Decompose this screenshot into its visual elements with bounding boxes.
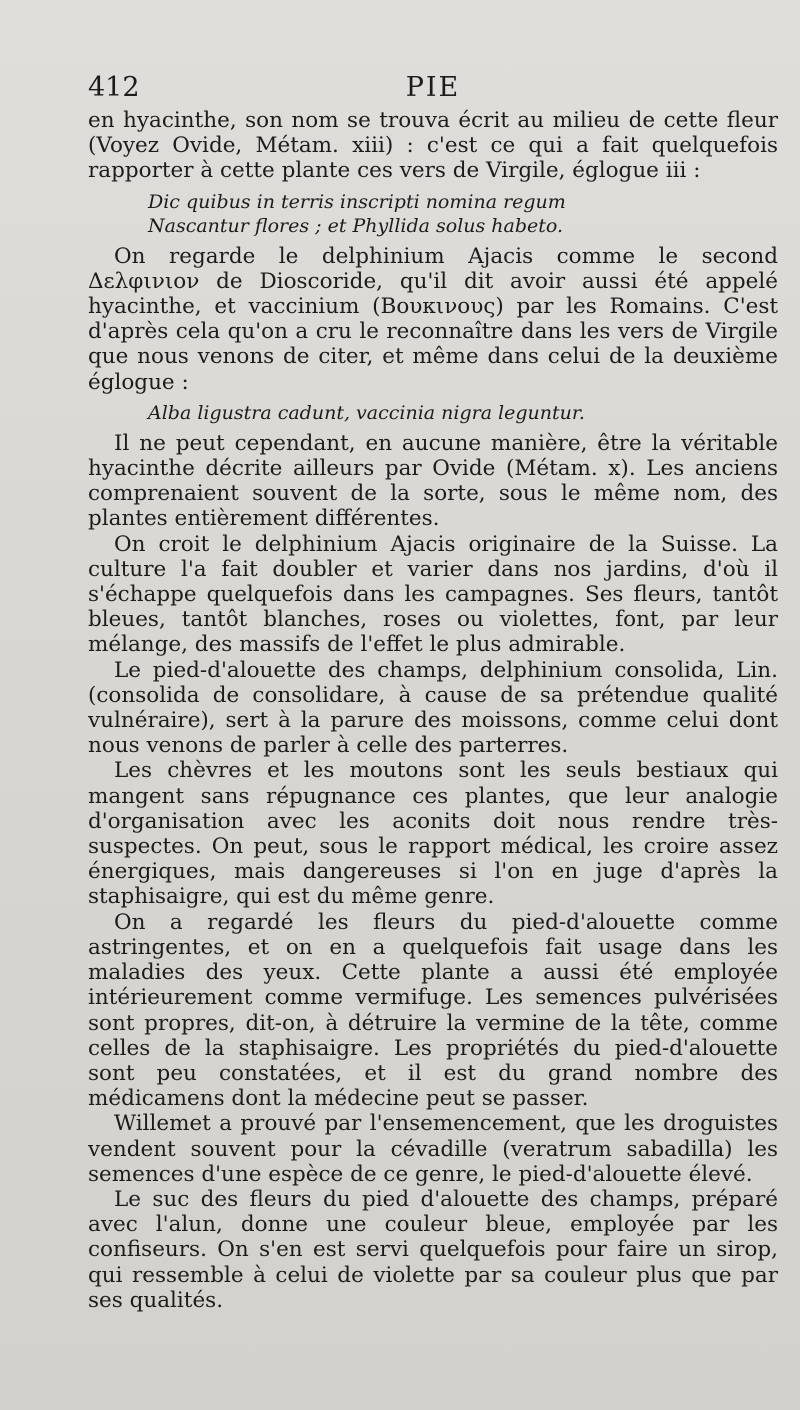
paragraph: On a regardé les fleurs du pied-d'alouette comme astringentes, et on en a quelquefois fait usage dans les maladies des yeux. Cette plante a aussi été employée intérieurement comme vermifuge. Les semences pulvérisées sont propres, dit-on, à détruire la vermine de la tête, comme celles de la staphisaigre. Les propriétés du pied-d'alouette sont peu constatées, et il est du grand nombre des médicamens dont la médecine peut se passer.	[88, 909, 778, 1112]
verse-line: Dic quibus in terris inscripti nomina regum	[148, 190, 566, 213]
page-number: 412	[88, 72, 140, 103]
paragraph: Le suc des fleurs du pied d'alouette des champs, préparé avec l'alun, donne une couleur bleue, employée par les confiseurs. On s'en est servi quelquefois pour faire un sirop, qui ressemble à celui de violette par sa couleur plus que par ses qualités.	[88, 1186, 778, 1313]
paragraph: en hyacinthe, son nom se trouva écrit au milieu de cette fleur (Voyez Ovide, Métam. xiii) : c'est ce qui a fait quelquefois rapporter à cette plante ces vers de Virgile, églogue iii :	[88, 108, 778, 184]
verse-quote	[148, 401, 778, 425]
paragraph: Le pied-d'alouette des champs, delphinium consolida, Lin. (consolida de consolidare, à cause de sa prétendue qualité vulnéraire), sert à la parure des moissons, comme celui dont nous venons de parler à celle des parterres.	[88, 657, 778, 759]
running-head: PIE	[405, 72, 461, 103]
body-text	[88, 108, 778, 1313]
paragraph: Il ne peut cependant, en aucune manière, être la véritable hyacinthe décrite ailleurs par Ovide (Métam. x). Les anciens comprenaient souvent de la sorte, sous le même nom, des plantes entièrement différentes.	[88, 430, 778, 532]
paragraph: Les chèvres et les moutons sont les seuls bestiaux qui mangent sans répugnance ces plantes, que leur analogie d'organisation avec les aconits doit nous rendre très-suspectes. On peut, sous le rapport médical, les croire assez énergiques, mais dangereuses si l'on en juge d'après la staphisaigre, qui est du même genre.	[88, 758, 778, 910]
verse-line: Nascantur flores ; et Phyllida solus habeto.	[148, 214, 564, 237]
paragraph: On regarde le delphinium Ajacis comme le second Δελφινιον de Dioscoride, qu'il dit avoir aussi été appelé hyacinthe, et vaccinium (Βουκινους) par les Romains. C'est d'après cela qu'on a cru le reconnaître dans les vers de Virgile que nous venons de citer, et même dans celui de la deuxième églogue :	[88, 243, 778, 395]
verse-line: Alba ligustra cadunt, vaccinia nigra leguntur.	[148, 401, 585, 424]
paragraph: Willemet a prouvé par l'ensemencement, que les droguistes vendent souvent pour la cévadille (veratrum sabadilla) les semences d'une espèce de ce genre, le pied-d'alouette élevé.	[88, 1111, 778, 1187]
paragraph: On croit le delphinium Ajacis originaire de la Suisse. La culture l'a fait doubler et varier dans nos jardins, d'où il s'échappe quelquefois dans les campagnes. Ses fleurs, tantôt bleues, tantôt blanches, roses ou violettes, font, par leur mélange, des massifs de l'effet le plus admirable.	[88, 531, 778, 658]
verse-quote	[148, 190, 778, 238]
page-header	[88, 72, 778, 112]
